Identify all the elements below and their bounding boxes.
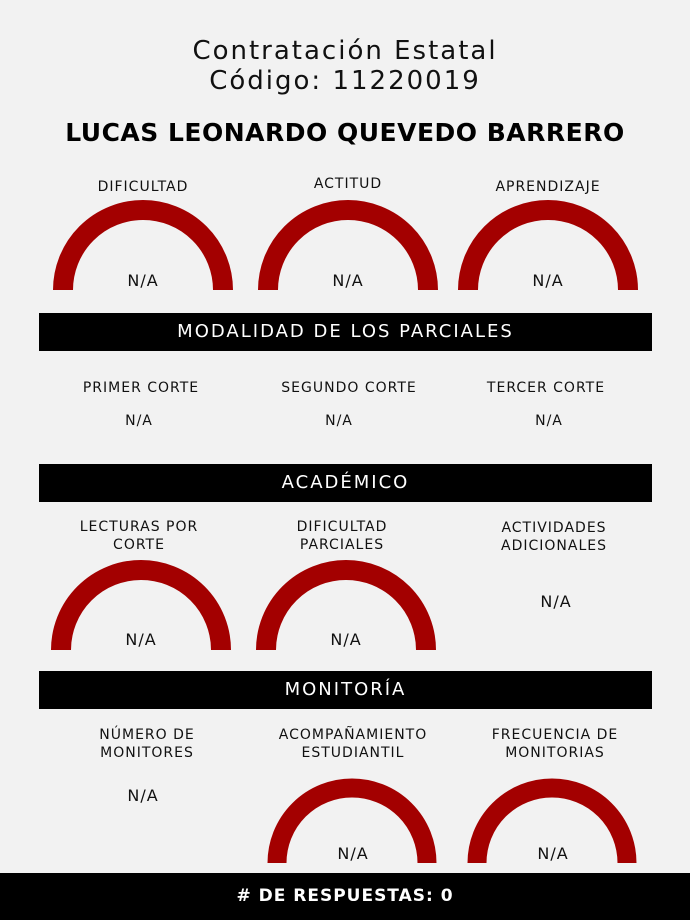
- actitud-value: N/A: [332, 271, 364, 290]
- frecuencia-label: [492, 726, 619, 762]
- subject-name: Contratación Estatal: [192, 36, 498, 66]
- dificultad-parciales-label-line1: DIFICULTAD: [296, 519, 388, 535]
- acompanamiento-label: [279, 726, 427, 762]
- professor-name: LUCAS LEONARDO QUEVEDO BARRERO: [65, 118, 625, 147]
- actividades-label-line2: ADICIONALES: [501, 538, 607, 554]
- primer-corte-value: N/A: [125, 413, 153, 429]
- numero-monitores-value: N/A: [127, 786, 159, 805]
- lecturas-label-line1: LECTURAS POR: [79, 519, 199, 535]
- subject-code: Código: 11220019: [209, 66, 481, 96]
- acompanamiento-label-line1: ACOMPAÑAMIENTO: [278, 727, 428, 743]
- monitoria-section-header: MONITORÍA: [39, 671, 652, 709]
- lecturas-label-line2: CORTE: [113, 537, 165, 553]
- actitud-label: ACTITUD: [313, 176, 383, 192]
- lecturas-value: N/A: [125, 630, 157, 649]
- dificultad-parciales-label: [297, 518, 388, 554]
- dificultad-parciales-label-line2: PARCIALES: [299, 537, 385, 553]
- acompanamiento-value: N/A: [337, 844, 369, 863]
- dificultad-label: DIFICULTAD: [97, 179, 189, 195]
- lecturas-label: [80, 518, 198, 554]
- aprendizaje-value: N/A: [532, 271, 564, 290]
- academico-section-header: ACADÉMICO: [39, 464, 652, 502]
- aprendizaje-label: APRENDIZAJE: [495, 179, 601, 195]
- tercer-corte-label: TERCER CORTE: [486, 380, 606, 396]
- primer-corte-label: PRIMER CORTE: [82, 380, 200, 396]
- acompanamiento-label-line2: ESTUDIANTIL: [301, 745, 405, 761]
- numero-monitores-label-line1: NÚMERO DE: [99, 727, 195, 743]
- numero-monitores-label: [99, 726, 194, 762]
- dificultad-parciales-value: N/A: [330, 630, 362, 649]
- actividades-value: N/A: [540, 592, 572, 611]
- segundo-corte-value: N/A: [325, 413, 353, 429]
- actividades-label-line1: ACTIVIDADES: [501, 520, 607, 536]
- numero-monitores-label-line2: MONITORES: [100, 745, 194, 761]
- modalidad-section-header: MODALIDAD DE LOS PARCIALES: [39, 313, 652, 351]
- segundo-corte-label: SEGUNDO CORTE: [281, 380, 417, 396]
- dificultad-value: N/A: [127, 271, 159, 290]
- frecuencia-value: N/A: [537, 844, 569, 863]
- tercer-corte-value: N/A: [535, 413, 563, 429]
- actividades-label: [501, 519, 607, 555]
- frecuencia-label-line1: FRECUENCIA DE: [491, 727, 619, 743]
- responses-count: # DE RESPUESTAS: 0: [0, 873, 690, 920]
- frecuencia-label-line2: MONITORIAS: [505, 745, 605, 761]
